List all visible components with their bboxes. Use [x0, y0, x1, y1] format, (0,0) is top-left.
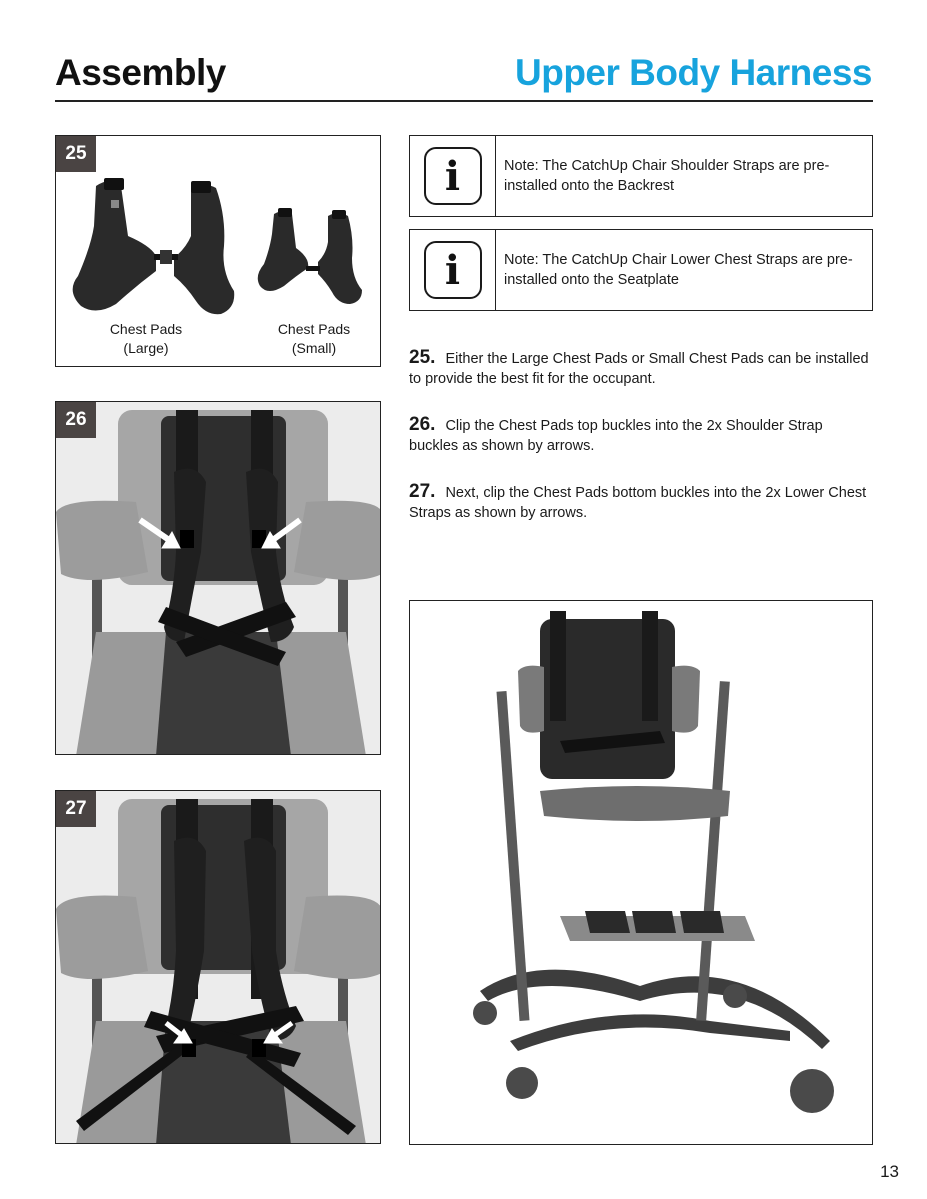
info-icon: i: [424, 147, 482, 205]
header-rule: [55, 100, 873, 102]
chair-harness-photo-27: [56, 791, 381, 1144]
note-lower-chest-straps: [409, 229, 873, 311]
step-text: Either the Large Chest Pads or Small Chest Pads can be installed to provide the best fit for the occupant.: [409, 351, 869, 387]
section-title: Assembly: [55, 52, 226, 93]
caption-small: Chest Pads (Small): [277, 321, 351, 356]
step-number: 27.: [409, 481, 436, 502]
figure-27-bottom-buckles: [55, 790, 381, 1144]
topic-title: Upper Body Harness: [515, 52, 872, 93]
assembled-chair-photo: [410, 601, 873, 1145]
figure-25-chest-pads: [55, 135, 381, 367]
note-text: Note: The CatchUp Chair Lower Chest Straps are pre-installed onto the Seatplate: [504, 252, 853, 288]
step-text: Next, clip the Chest Pads bottom buckles into the 2x Lower Chest Straps as shown by arrows.: [409, 485, 867, 521]
figure-badge-26: 26: [56, 402, 96, 438]
step-number: 25.: [409, 347, 436, 368]
step-25: [409, 348, 873, 389]
caption-large: Chest Pads (Large): [109, 321, 183, 356]
info-icon: i: [424, 241, 482, 299]
figure-assembled-chair: [409, 600, 873, 1145]
figure-26-top-buckles: [55, 401, 381, 755]
figure-badge-25: 25: [56, 136, 96, 172]
note-text: Note: The CatchUp Chair Shoulder Straps are pre-installed onto the Backrest: [504, 158, 830, 194]
figure-badge-27: 27: [56, 791, 96, 827]
note-shoulder-straps: [409, 135, 873, 217]
step-27: [409, 482, 873, 523]
step-text: Clip the Chest Pads top buckles into the 2x Shoulder Strap buckles as shown by arrows.: [409, 418, 823, 454]
step-26: [409, 415, 873, 456]
step-number: 26.: [409, 414, 436, 435]
page-number: 13: [880, 1162, 899, 1181]
chair-harness-photo-26: [56, 402, 381, 755]
